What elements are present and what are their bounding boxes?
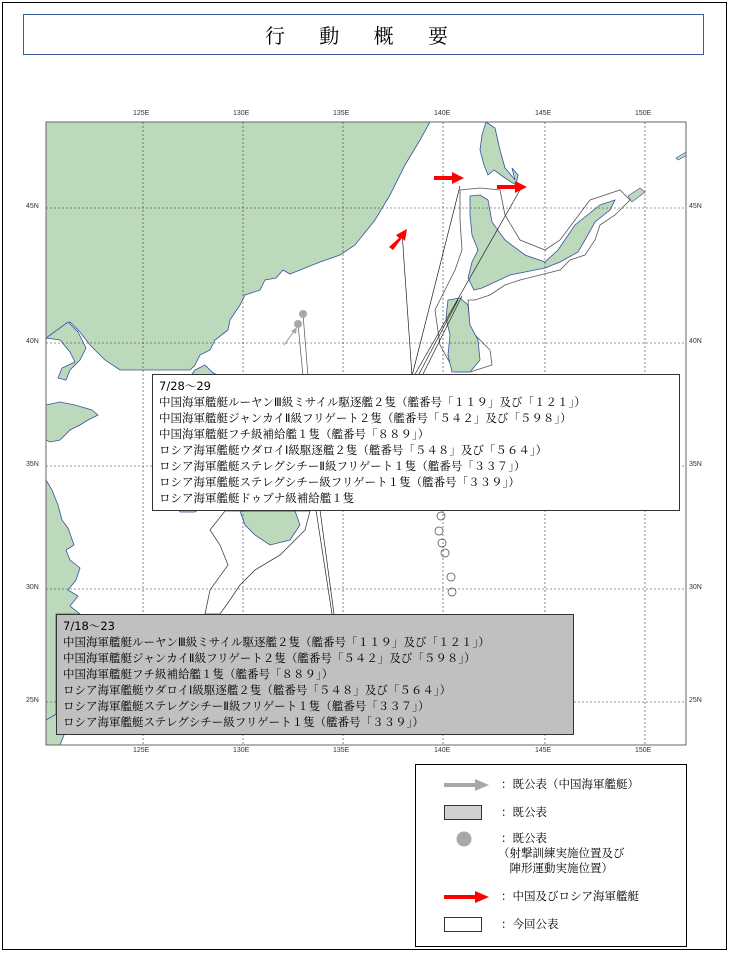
- latest-line: ロシア海軍艦艇ウダロイⅠ級駆逐艦２隻（艦番号「５４８」及び「５６４」）: [159, 443, 548, 457]
- lon-tick: 130E: [233, 747, 250, 754]
- previous-line: ロシア海軍艦艇ステレグシチー級フリゲート１隻（艦番号「３３９」）: [63, 715, 424, 729]
- lon-tick: 135E: [333, 747, 350, 754]
- gray-box-icon: [444, 805, 482, 820]
- lon-tick: 140E: [434, 110, 451, 117]
- previous-line: 中国海軍艦艇ルーヤンⅢ級ミサイル駆逐艦２隻（艦番号「１１９」及び「１２１」）: [63, 635, 490, 649]
- lon-tick: 145E: [535, 747, 552, 754]
- lat-tick: 45N: [26, 203, 39, 210]
- latest-line: 中国海軍艦艇フチ級補給艦１隻（艦番号「８８９」）: [159, 427, 430, 441]
- lon-tick: 125E: [133, 747, 150, 754]
- lon-tick: 135E: [333, 110, 350, 117]
- latest-line: ロシア海軍艦艇ステレグシチー級フリゲート１隻（艦番号「３３９」）: [159, 475, 520, 489]
- legend-label: ：今回公表: [501, 917, 559, 931]
- lat-tick: 45N: [689, 203, 702, 210]
- lat-tick: 25N: [26, 697, 39, 704]
- lat-tick: 30N: [26, 584, 39, 591]
- previous-line: ロシア海軍艦艇ウダロイⅠ級駆逐艦２隻（艦番号「５４８」及び「５６４」）: [63, 683, 452, 697]
- latest-date: 7/28～29: [159, 379, 211, 393]
- legend: [415, 764, 687, 947]
- previous-activity-box: [56, 614, 574, 735]
- latest-line: 中国海軍艦艇ジャンカイⅡ級フリゲート２隻（艦番号「５４２」及び「５９８」）: [159, 411, 572, 425]
- previous-line: 中国海軍艦艇フチ級補給艦１隻（艦番号「８８９」）: [63, 667, 334, 681]
- latest-line: ロシア海軍艦艇ドゥブナ級補給艦１隻: [159, 491, 355, 505]
- legend-label: ：既公表: [501, 805, 547, 819]
- latest-activity-box: [152, 374, 680, 511]
- legend-note: 陣形運動実施位置）: [498, 861, 613, 875]
- lon-tick: 150E: [635, 110, 652, 117]
- lon-tick: 130E: [233, 110, 250, 117]
- gray-circle-icon: [456, 831, 472, 847]
- previous-line: 中国海軍艦艇ジャンカイⅡ級フリゲート２隻（艦番号「５４２」及び「５９８」）: [63, 651, 476, 665]
- lon-tick: 150E: [635, 747, 652, 754]
- lat-tick: 35N: [689, 461, 702, 468]
- latest-line: ロシア海軍艦艇ステレグシチーⅡ級フリゲート１隻（艦番号「３３７」）: [159, 459, 526, 473]
- lat-tick: 35N: [26, 461, 39, 468]
- red-arrow-icon: [444, 891, 489, 903]
- lon-tick: 125E: [133, 110, 150, 117]
- legend-label: ：中国及びロシア海軍艦艇: [501, 889, 639, 903]
- previous-line: ロシア海軍艦艇ステレグシチーⅡ級フリゲート１隻（艦番号「３３７」）: [63, 699, 430, 713]
- gray-arrow-icon: [444, 779, 489, 791]
- lat-tick: 30N: [689, 584, 702, 591]
- lon-tick: 140E: [434, 747, 451, 754]
- lat-tick: 40N: [689, 338, 702, 345]
- drill-position-marker: [294, 320, 302, 328]
- white-box-icon: [444, 917, 482, 932]
- lat-tick: 25N: [689, 697, 702, 704]
- legend-note: （射撃訓練実施位置及び: [498, 846, 625, 860]
- lat-tick: 40N: [26, 338, 39, 345]
- lon-tick: 145E: [535, 110, 552, 117]
- legend-label: ：既公表（中国海軍艦艇）: [501, 777, 639, 791]
- legend-label: ：既公表: [501, 831, 547, 845]
- latest-line: 中国海軍艦艇ルーヤンⅢ級ミサイル駆逐艦２隻（艦番号「１１９」及び「１２１」）: [159, 395, 586, 409]
- drill-position-marker: [299, 310, 307, 318]
- page-title: 行 動 概 要: [264, 24, 463, 48]
- previous-date: 7/18～23: [63, 619, 115, 633]
